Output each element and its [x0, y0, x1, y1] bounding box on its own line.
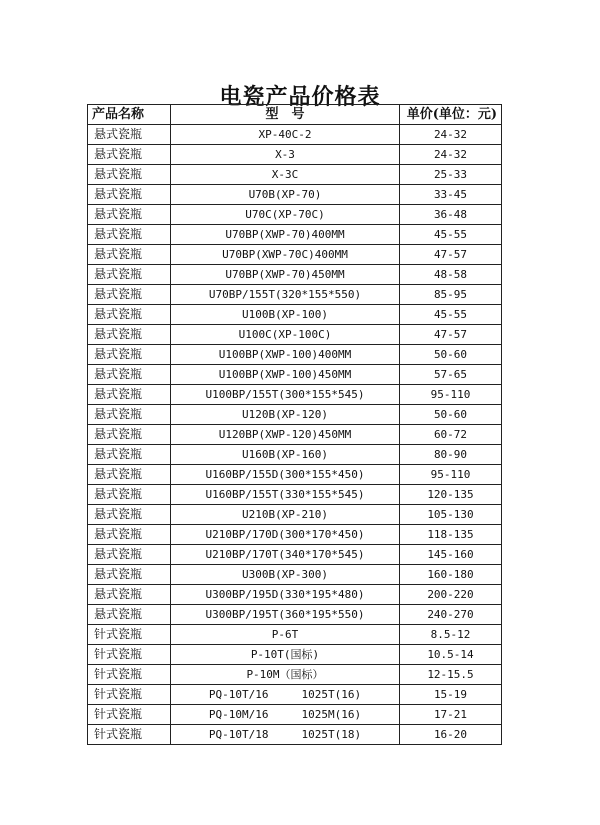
table-row	[88, 285, 502, 305]
model-cell: U70B(XP-70)	[171, 185, 400, 205]
table-row	[88, 345, 502, 365]
model-cell: U100B(XP-100)	[171, 305, 400, 325]
table-row	[88, 225, 502, 245]
table-row	[88, 585, 502, 605]
price-cell: 160-180	[400, 565, 502, 585]
table-row	[88, 685, 502, 705]
product-name-cell: 悬式瓷瓶	[88, 325, 171, 345]
product-name-cell: 针式瓷瓶	[88, 645, 171, 665]
table-row	[88, 545, 502, 565]
model-cell: U100BP(XWP-100)450MM	[171, 365, 400, 385]
model-cell: PQ-10M/16 1025M(16)	[171, 705, 400, 725]
product-name-cell: 悬式瓷瓶	[88, 565, 171, 585]
model-cell: U100BP/155T(300*155*545)	[171, 385, 400, 405]
model-cell: U300BP/195T(360*195*550)	[171, 605, 400, 625]
page-title: 电瓷产品价格表	[219, 84, 381, 110]
price-cell: 24-32	[400, 125, 502, 145]
price-cell: 47-57	[400, 245, 502, 265]
model-cell: P-10M（国标）	[171, 665, 400, 685]
model-cell: U100C(XP-100C)	[171, 325, 400, 345]
price-cell: 15-19	[400, 685, 502, 705]
price-cell: 8.5-12	[400, 625, 502, 645]
model-cell: U120B(XP-120)	[171, 405, 400, 425]
price-cell: 17-21	[400, 705, 502, 725]
product-name-cell: 悬式瓷瓶	[88, 525, 171, 545]
product-name-cell: 悬式瓷瓶	[88, 605, 171, 625]
product-name-cell: 悬式瓷瓶	[88, 305, 171, 325]
table-row	[88, 125, 502, 145]
product-name-cell: 悬式瓷瓶	[88, 385, 171, 405]
model-cell: U120BP(XWP-120)450MM	[171, 425, 400, 445]
table-row	[88, 245, 502, 265]
table-row	[88, 565, 502, 585]
header-product-name: 产品名称	[88, 105, 171, 125]
price-cell: 95-110	[400, 465, 502, 485]
model-cell: U70C(XP-70C)	[171, 205, 400, 225]
model-cell: U100BP(XWP-100)400MM	[171, 345, 400, 365]
model-cell: U210B(XP-210)	[171, 505, 400, 525]
price-cell: 105-130	[400, 505, 502, 525]
price-cell: 145-160	[400, 545, 502, 565]
price-cell: 33-45	[400, 185, 502, 205]
table-header-row	[88, 105, 502, 125]
model-cell: U160BP/155D(300*155*450)	[171, 465, 400, 485]
table-row	[88, 505, 502, 525]
table-row	[88, 445, 502, 465]
product-name-cell: 悬式瓷瓶	[88, 465, 171, 485]
price-cell: 36-48	[400, 205, 502, 225]
table-row	[88, 165, 502, 185]
price-cell: 240-270	[400, 605, 502, 625]
table-row	[88, 305, 502, 325]
table-row	[88, 145, 502, 165]
product-name-cell: 悬式瓷瓶	[88, 205, 171, 225]
price-cell: 47-57	[400, 325, 502, 345]
price-cell: 24-32	[400, 145, 502, 165]
table-row	[88, 185, 502, 205]
product-name-cell: 悬式瓷瓶	[88, 145, 171, 165]
product-name-cell: 悬式瓷瓶	[88, 545, 171, 565]
table-row	[88, 625, 502, 645]
price-cell: 16-20	[400, 725, 502, 745]
product-name-cell: 悬式瓷瓶	[88, 225, 171, 245]
price-cell: 80-90	[400, 445, 502, 465]
product-name-cell: 悬式瓷瓶	[88, 185, 171, 205]
model-cell: P-6T	[171, 625, 400, 645]
model-cell: U210BP/170D(300*170*450)	[171, 525, 400, 545]
product-name-cell: 悬式瓷瓶	[88, 125, 171, 145]
price-table	[87, 104, 502, 745]
header-unit-price: 单价(单位：元)	[400, 105, 502, 125]
table-row	[88, 385, 502, 405]
model-cell: U300B(XP-300)	[171, 565, 400, 585]
model-cell: U70BP/155T(320*155*550)	[171, 285, 400, 305]
product-name-cell: 针式瓷瓶	[88, 705, 171, 725]
table-row	[88, 265, 502, 285]
model-cell: U300BP/195D(330*195*480)	[171, 585, 400, 605]
product-name-cell: 悬式瓷瓶	[88, 365, 171, 385]
table-row	[88, 645, 502, 665]
model-cell: U70BP(XWP-70C)400MM	[171, 245, 400, 265]
product-name-cell: 悬式瓷瓶	[88, 445, 171, 465]
table-row	[88, 485, 502, 505]
table-body	[88, 125, 502, 745]
product-name-cell: 悬式瓷瓶	[88, 265, 171, 285]
product-name-cell: 悬式瓷瓶	[88, 505, 171, 525]
price-cell: 118-135	[400, 525, 502, 545]
price-cell: 120-135	[400, 485, 502, 505]
model-cell: U210BP/170T(340*170*545)	[171, 545, 400, 565]
model-cell: PQ-10T/16 1025T(16)	[171, 685, 400, 705]
product-name-cell: 悬式瓷瓶	[88, 285, 171, 305]
table-row	[88, 705, 502, 725]
price-cell: 25-33	[400, 165, 502, 185]
price-cell: 200-220	[400, 585, 502, 605]
product-name-cell: 悬式瓷瓶	[88, 485, 171, 505]
product-name-cell: 针式瓷瓶	[88, 625, 171, 645]
table-row	[88, 525, 502, 545]
table-row	[88, 605, 502, 625]
table-row	[88, 365, 502, 385]
model-cell: U160BP/155T(330*155*545)	[171, 485, 400, 505]
price-cell: 45-55	[400, 225, 502, 245]
price-cell: 95-110	[400, 385, 502, 405]
product-name-cell: 悬式瓷瓶	[88, 165, 171, 185]
price-cell: 12-15.5	[400, 665, 502, 685]
table-row	[88, 425, 502, 445]
price-cell: 50-60	[400, 345, 502, 365]
product-name-cell: 悬式瓷瓶	[88, 585, 171, 605]
model-cell: U70BP(XWP-70)400MM	[171, 225, 400, 245]
price-cell: 10.5-14	[400, 645, 502, 665]
product-name-cell: 悬式瓷瓶	[88, 245, 171, 265]
table-row	[88, 325, 502, 345]
product-name-cell: 针式瓷瓶	[88, 685, 171, 705]
header-model: 型 号	[171, 105, 400, 125]
table-row	[88, 665, 502, 685]
model-cell: U70BP(XWP-70)450MM	[171, 265, 400, 285]
price-cell: 50-60	[400, 405, 502, 425]
product-name-cell: 针式瓷瓶	[88, 725, 171, 745]
product-name-cell: 悬式瓷瓶	[88, 345, 171, 365]
product-name-cell: 悬式瓷瓶	[88, 405, 171, 425]
product-name-cell: 悬式瓷瓶	[88, 425, 171, 445]
model-cell: X-3C	[171, 165, 400, 185]
product-name-cell: 针式瓷瓶	[88, 665, 171, 685]
model-cell: P-10T(国标)	[171, 645, 400, 665]
table-row	[88, 465, 502, 485]
table-row	[88, 205, 502, 225]
model-cell: X-3	[171, 145, 400, 165]
price-cell: 57-65	[400, 365, 502, 385]
table-row	[88, 405, 502, 425]
model-cell: XP-40C-2	[171, 125, 400, 145]
table-row	[88, 725, 502, 745]
model-cell: PQ-10T/18 1025T(18)	[171, 725, 400, 745]
price-cell: 85-95	[400, 285, 502, 305]
price-cell: 60-72	[400, 425, 502, 445]
price-cell: 45-55	[400, 305, 502, 325]
price-cell: 48-58	[400, 265, 502, 285]
model-cell: U160B(XP-160)	[171, 445, 400, 465]
